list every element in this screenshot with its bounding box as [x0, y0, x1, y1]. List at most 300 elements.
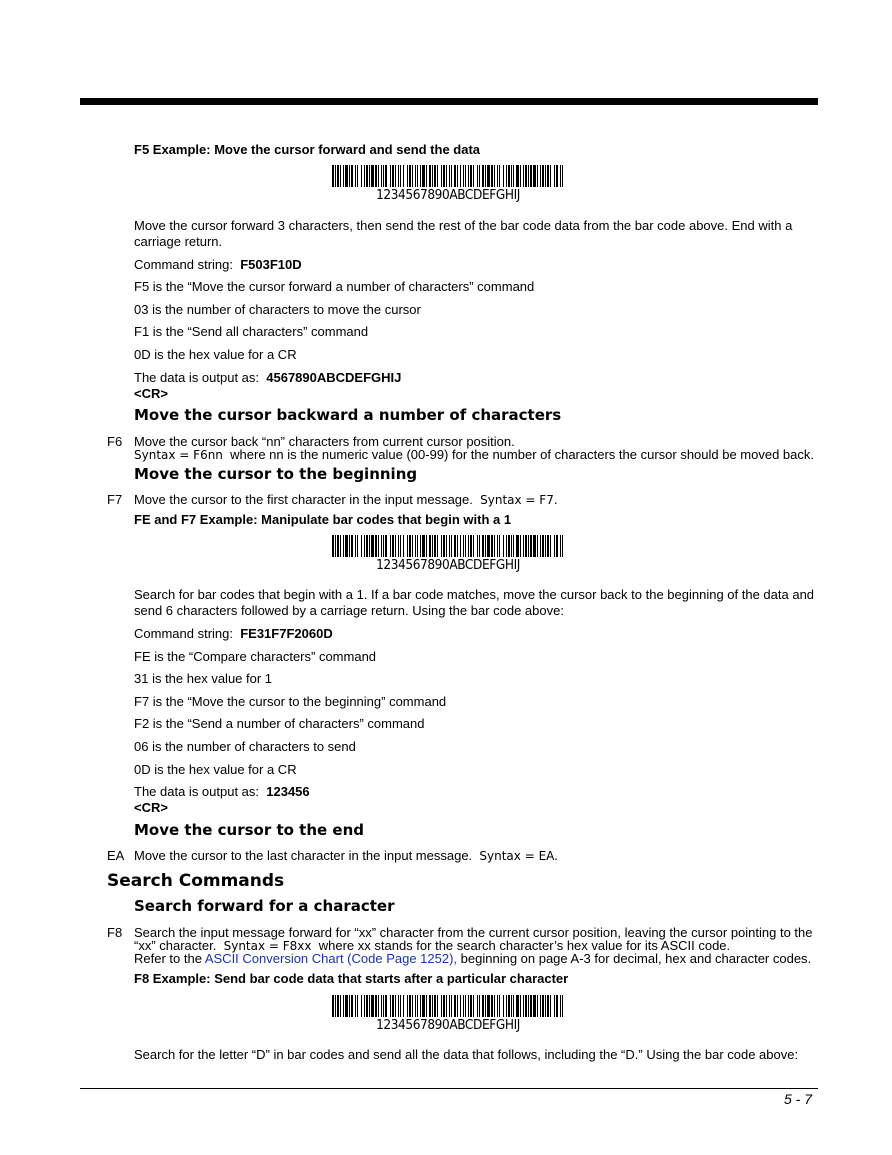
barcode-bar — [556, 165, 558, 187]
barcode-bar — [345, 535, 348, 557]
barcode-bar — [369, 165, 370, 187]
barcode-bar — [470, 165, 472, 187]
f8-desc-line1: Search the input message forward for “xx” character from the current cursor position, leaving the cursor pointing to the — [134, 925, 813, 940]
barcode-bar — [337, 165, 339, 187]
barcode-bar — [465, 165, 466, 187]
barcode-bar — [482, 995, 484, 1017]
f8-refer-line — [134, 951, 811, 966]
f5-output-cr: <CR> — [134, 386, 168, 401]
barcode-bar — [409, 165, 411, 187]
barcode-bar — [497, 165, 498, 187]
fe-f7-command-string — [134, 626, 333, 641]
barcode-bar — [395, 995, 396, 1017]
barcode-bar — [547, 165, 549, 187]
f5-desc-line2: carriage return. — [134, 234, 223, 249]
barcode-bar — [446, 535, 447, 557]
barcode-bar — [390, 995, 391, 1017]
barcode-bar — [426, 995, 427, 1017]
barcode-bar — [451, 995, 452, 1017]
barcode-f5 — [332, 165, 564, 209]
barcode-bar — [554, 995, 555, 1017]
barcode-bar — [533, 995, 536, 1017]
fe-f7-desc-line1: Search for bar codes that begin with a 1. If a bar code matches, move the cursor back to the beginning of the data and — [134, 587, 815, 602]
barcode-bar — [525, 995, 527, 1017]
f5-command-string — [134, 257, 302, 272]
f5-line: F5 is the “Move the cursor forward a number of characters” command — [134, 279, 535, 294]
barcode-bar — [491, 165, 493, 187]
barcode-bar — [355, 995, 356, 1017]
barcode-bar — [540, 535, 541, 557]
barcode-bar — [385, 165, 387, 187]
barcode-bar — [487, 995, 490, 1017]
barcode-bar — [560, 995, 561, 1017]
barcode-bar — [537, 995, 538, 1017]
barcode-bar — [381, 995, 382, 1017]
barcode-bar — [443, 535, 445, 557]
barcode-bar — [403, 165, 404, 187]
barcode-bar — [554, 535, 555, 557]
barcode-bar — [340, 995, 341, 1017]
fe-f7-output — [134, 784, 310, 799]
barcode-bar — [403, 995, 404, 1017]
fe-f7-line: 31 is the hex value for 1 — [134, 671, 273, 686]
barcode-bar — [487, 165, 490, 187]
f8-desc: Search for the letter “D” in bar codes and send all the data that follows, including the “D.” Using the bar code above: — [134, 1047, 799, 1062]
barcode-bar — [491, 995, 493, 1017]
refer-a: Refer to the — [134, 951, 202, 966]
barcode-bar — [497, 535, 498, 557]
barcode-bar — [545, 535, 546, 557]
barcode-bar — [383, 995, 384, 1017]
barcode-bar — [473, 535, 474, 557]
f6-desc: Move the cursor back “nn” characters from current cursor position. — [134, 434, 515, 449]
fe-f7-output-cr: <CR> — [134, 800, 168, 815]
barcode-bar — [366, 535, 368, 557]
barcode-bar — [550, 995, 551, 1017]
barcode-bar — [390, 165, 391, 187]
barcode-bar — [560, 165, 561, 187]
output-label: The data is output as: — [134, 784, 260, 799]
barcode-bar — [361, 995, 362, 1017]
barcode-bar — [361, 165, 362, 187]
barcode-bar — [340, 535, 341, 557]
barcode-bar — [351, 165, 353, 187]
f8-example-heading: F8 Example: Send bar code data that starts after a particular character — [134, 971, 569, 986]
barcode-bar — [332, 165, 334, 187]
refer-b: beginning on page A-3 for decimal, hex and character codes. — [460, 951, 812, 966]
syntax-text: Syntax = F7. — [480, 493, 558, 507]
barcode-bar — [545, 165, 546, 187]
barcode-bar — [395, 165, 396, 187]
barcode-bar — [499, 995, 500, 1017]
barcode-bar — [499, 165, 500, 187]
page-number: 5 - 7 — [783, 1091, 812, 1107]
barcode-bar — [508, 995, 510, 1017]
f5-line: 03 is the number of characters to move the cursor — [134, 302, 421, 317]
barcode-bar — [422, 165, 425, 187]
barcode-bar — [479, 165, 480, 187]
barcode-bar — [562, 165, 563, 187]
barcode-bar — [432, 995, 433, 1017]
barcode-bar — [351, 995, 353, 1017]
barcode-bars — [332, 535, 564, 557]
barcode-bar — [560, 535, 561, 557]
barcode-bar — [349, 535, 350, 557]
barcode-bar — [357, 165, 358, 187]
barcode-bar — [407, 535, 408, 557]
barcode-bar — [477, 535, 478, 557]
barcode-bar — [525, 165, 527, 187]
barcode-bar — [485, 995, 486, 1017]
barcode-bar — [434, 165, 436, 187]
barcode-bar — [392, 165, 394, 187]
barcode-bar — [523, 995, 524, 1017]
barcode-bar — [454, 995, 456, 1017]
barcode-bar — [437, 535, 438, 557]
barcode-bar — [491, 535, 493, 557]
barcode-bar — [349, 995, 350, 1017]
barcode-bar — [516, 165, 519, 187]
barcode-bar — [523, 165, 524, 187]
barcode-bar — [335, 165, 336, 187]
barcode-bar — [407, 165, 408, 187]
barcode-bar — [332, 535, 334, 557]
barcode-bar — [528, 165, 529, 187]
barcode-bar — [477, 995, 478, 1017]
command-label: Command string: — [134, 626, 233, 641]
barcode-bar — [420, 535, 421, 557]
barcode-bar — [449, 535, 450, 557]
barcode-bar — [499, 535, 500, 557]
barcode-bar — [528, 535, 529, 557]
barcode-bar — [470, 535, 472, 557]
barcode-bar — [422, 995, 425, 1017]
barcode-bar — [449, 995, 450, 1017]
barcode-bar — [420, 995, 421, 1017]
barcode-bar — [533, 535, 536, 557]
barcode-bar — [470, 995, 472, 1017]
barcode-bar — [409, 535, 411, 557]
barcode-bar — [351, 535, 353, 557]
barcode-bar — [337, 995, 339, 1017]
barcode-bar — [434, 995, 436, 1017]
ea-heading: Move the cursor to the end — [134, 821, 365, 839]
barcode-bar — [530, 165, 532, 187]
barcode-bar — [465, 535, 466, 557]
barcode-bar — [463, 995, 464, 1017]
barcode-bar — [494, 535, 495, 557]
barcode-bar — [371, 165, 374, 187]
barcode-bar — [355, 535, 356, 557]
f5-output — [134, 370, 401, 385]
barcode-bar — [417, 165, 418, 187]
barcode-bar — [441, 535, 442, 557]
fe-f7-line: 06 is the number of characters to send — [134, 739, 356, 754]
barcode-bar — [513, 535, 514, 557]
barcode-bar — [556, 535, 558, 557]
barcode-bar — [547, 995, 549, 1017]
barcode-bar — [513, 165, 514, 187]
barcode-bar — [460, 165, 461, 187]
output-value: 123456 — [266, 784, 310, 799]
barcode-bar — [429, 535, 431, 557]
barcode-fe-f7 — [332, 535, 564, 579]
syntax-text: Syntax = EA. — [479, 849, 558, 863]
syntax-text: Syntax = F8xx — [223, 939, 312, 953]
barcode-text: 1234567890ABCDEFGHIJ — [376, 1017, 520, 1033]
barcode-bar — [482, 165, 484, 187]
barcode-bar — [506, 535, 507, 557]
barcode-bar — [457, 535, 458, 557]
f5-line: 0D is the hex value for a CR — [134, 347, 297, 362]
barcode-f8 — [332, 995, 564, 1039]
search-commands-heading: Search Commands — [107, 871, 285, 891]
barcode-bar — [400, 165, 401, 187]
barcode-bar — [443, 165, 445, 187]
barcode-bar — [343, 535, 344, 557]
barcode-bar — [528, 995, 529, 1017]
barcode-bar — [417, 535, 418, 557]
barcode-bar — [554, 165, 555, 187]
header-rule — [80, 98, 818, 105]
barcode-bar — [375, 995, 377, 1017]
barcode-bar — [516, 995, 519, 1017]
barcode-bar — [562, 535, 563, 557]
f8-desc-b: where xx stands for the search character’s hex value for its ASCII code. — [318, 938, 731, 953]
barcode-bar — [378, 535, 379, 557]
barcode-bar — [441, 165, 442, 187]
fe-f7-line: F2 is the “Send a number of characters” command — [134, 716, 425, 731]
barcode-bar — [400, 535, 401, 557]
barcode-bar — [420, 165, 421, 187]
barcode-bar — [403, 535, 404, 557]
barcode-bar — [335, 995, 336, 1017]
barcode-bar — [497, 995, 498, 1017]
barcode-bar — [520, 535, 521, 557]
barcode-bar — [540, 165, 541, 187]
barcode-bars — [332, 995, 564, 1017]
barcode-bar — [378, 995, 379, 1017]
barcode-bar — [357, 535, 358, 557]
barcode-bar — [432, 165, 433, 187]
barcode-bar — [385, 995, 387, 1017]
barcode-bar — [443, 995, 445, 1017]
ea-desc: Move the cursor to the last character in the input message. — [134, 848, 473, 863]
f7-desc-line — [134, 492, 558, 507]
barcode-bar — [417, 995, 418, 1017]
barcode-bar — [361, 535, 362, 557]
barcode-text: 1234567890ABCDEFGHIJ — [376, 187, 520, 203]
fe-f7-line: F7 is the “Move the cursor to the beginning” command — [134, 694, 447, 709]
barcode-bar — [482, 535, 484, 557]
barcode-bar — [463, 535, 464, 557]
barcode-bar — [503, 995, 504, 1017]
barcode-bar — [422, 535, 425, 557]
fe-f7-line: FE is the “Compare characters” command — [134, 649, 377, 664]
barcode-bar — [364, 535, 365, 557]
barcode-bar — [525, 535, 527, 557]
barcode-bar — [429, 165, 431, 187]
barcode-bar — [335, 535, 336, 557]
barcode-bar — [381, 535, 382, 557]
barcode-bar — [412, 165, 413, 187]
output-label: The data is output as: — [134, 370, 260, 385]
barcode-bar — [540, 995, 541, 1017]
barcode-bar — [437, 165, 438, 187]
barcode-bar — [381, 165, 382, 187]
command-label: Command string: — [134, 257, 233, 272]
barcode-bar — [426, 165, 427, 187]
barcode-bar — [371, 535, 374, 557]
barcode-bar — [494, 995, 495, 1017]
barcode-bar — [451, 165, 452, 187]
f5-line: F1 is the “Send all characters” command — [134, 324, 369, 339]
barcode-bar — [398, 995, 399, 1017]
barcode-bar — [468, 165, 469, 187]
barcode-bar — [542, 165, 544, 187]
barcode-bar — [465, 995, 466, 1017]
barcode-bar — [537, 165, 538, 187]
barcode-bar — [409, 995, 411, 1017]
barcode-bar — [415, 165, 416, 187]
barcode-bar — [562, 995, 563, 1017]
barcode-bar — [511, 165, 512, 187]
barcode-bar — [446, 165, 447, 187]
f6-heading: Move the cursor backward a number of characters — [134, 406, 562, 424]
barcode-bar — [375, 535, 377, 557]
barcode-bar — [545, 995, 546, 1017]
barcode-bar — [506, 165, 507, 187]
f8-code: F8 — [107, 925, 123, 940]
ea-desc-line — [134, 848, 558, 863]
barcode-bar — [357, 995, 358, 1017]
barcode-bar — [385, 535, 387, 557]
barcode-bar — [400, 995, 401, 1017]
barcode-bar — [364, 995, 365, 1017]
barcode-bar — [473, 165, 474, 187]
f6-code: F6 — [107, 434, 123, 449]
syntax-text: Syntax = F6nn — [134, 448, 223, 462]
barcode-bar — [390, 535, 391, 557]
barcode-bar — [530, 535, 532, 557]
f7-code: F7 — [107, 492, 123, 507]
barcode-bar — [457, 165, 458, 187]
barcode-bar — [343, 165, 344, 187]
barcode-bar — [460, 995, 461, 1017]
barcode-bar — [449, 165, 450, 187]
barcode-bar — [547, 535, 549, 557]
barcode-bars — [332, 165, 564, 187]
barcode-bar — [542, 995, 544, 1017]
barcode-bar — [412, 535, 413, 557]
barcode-bar — [485, 535, 486, 557]
barcode-bar — [556, 995, 558, 1017]
barcode-bar — [371, 995, 374, 1017]
barcode-bar — [460, 535, 461, 557]
barcode-bar — [511, 995, 512, 1017]
barcode-bar — [369, 535, 370, 557]
barcode-bar — [503, 535, 504, 557]
barcode-bar — [383, 535, 384, 557]
barcode-text: 1234567890ABCDEFGHIJ — [376, 557, 520, 573]
barcode-bar — [479, 535, 480, 557]
barcode-bar — [468, 535, 469, 557]
barcode-bar — [398, 165, 399, 187]
barcode-bar — [479, 995, 480, 1017]
barcode-bar — [454, 535, 456, 557]
barcode-bar — [366, 995, 368, 1017]
barcode-bar — [415, 995, 416, 1017]
barcode-bar — [429, 995, 431, 1017]
barcode-bar — [508, 535, 510, 557]
barcode-bar — [451, 535, 452, 557]
f5-desc-line1: Move the cursor forward 3 characters, then send the rest of the bar code data from the bar code above. End with a — [134, 218, 793, 233]
output-value: 4567890ABCDEFGHIJ — [266, 370, 402, 385]
barcode-bar — [345, 995, 348, 1017]
command-value: F503F10D — [240, 257, 302, 272]
barcode-bar — [473, 995, 474, 1017]
barcode-bar — [468, 995, 469, 1017]
barcode-bar — [477, 165, 478, 187]
search-forward-heading: Search forward for a character — [134, 897, 395, 915]
barcode-bar — [533, 165, 536, 187]
barcode-bar — [343, 995, 344, 1017]
barcode-bar — [520, 995, 521, 1017]
barcode-bar — [511, 535, 512, 557]
barcode-bar — [485, 165, 486, 187]
barcode-bar — [395, 535, 396, 557]
barcode-bar — [349, 165, 350, 187]
barcode-bar — [446, 995, 447, 1017]
barcode-bar — [432, 535, 433, 557]
barcode-bar — [364, 165, 365, 187]
fe-f7-line: 0D is the hex value for a CR — [134, 762, 297, 777]
f5-example-heading: F5 Example: Move the cursor forward and send the data — [134, 142, 481, 157]
barcode-bar — [516, 535, 519, 557]
barcode-bar — [369, 995, 370, 1017]
barcode-bar — [542, 535, 544, 557]
barcode-bar — [550, 165, 551, 187]
barcode-bar — [513, 995, 514, 1017]
ascii-chart-link[interactable]: ASCII Conversion Chart (Code Page 1252), — [204, 951, 458, 966]
barcode-bar — [398, 535, 399, 557]
barcode-bar — [550, 535, 551, 557]
barcode-bar — [530, 995, 532, 1017]
barcode-bar — [494, 165, 495, 187]
barcode-bar — [332, 995, 334, 1017]
f8-desc-a: “xx” character. — [134, 938, 217, 953]
barcode-bar — [378, 165, 379, 187]
barcode-bar — [366, 165, 368, 187]
barcode-bar — [441, 995, 442, 1017]
barcode-bar — [415, 535, 416, 557]
barcode-bar — [523, 535, 524, 557]
f6-syntax-line — [134, 447, 814, 462]
barcode-bar — [437, 995, 438, 1017]
ea-code: EA — [107, 848, 125, 863]
fe-f7-example-heading: FE and F7 Example: Manipulate bar codes that begin with a 1 — [134, 512, 512, 527]
barcode-bar — [412, 995, 413, 1017]
barcode-bar — [340, 165, 341, 187]
f7-heading: Move the cursor to the beginning — [134, 465, 418, 483]
barcode-bar — [508, 165, 510, 187]
barcode-bar — [375, 165, 377, 187]
barcode-bar — [487, 535, 490, 557]
barcode-bar — [337, 535, 339, 557]
command-value: FE31F7F2060D — [240, 626, 333, 641]
barcode-bar — [426, 535, 427, 557]
barcode-bar — [434, 535, 436, 557]
